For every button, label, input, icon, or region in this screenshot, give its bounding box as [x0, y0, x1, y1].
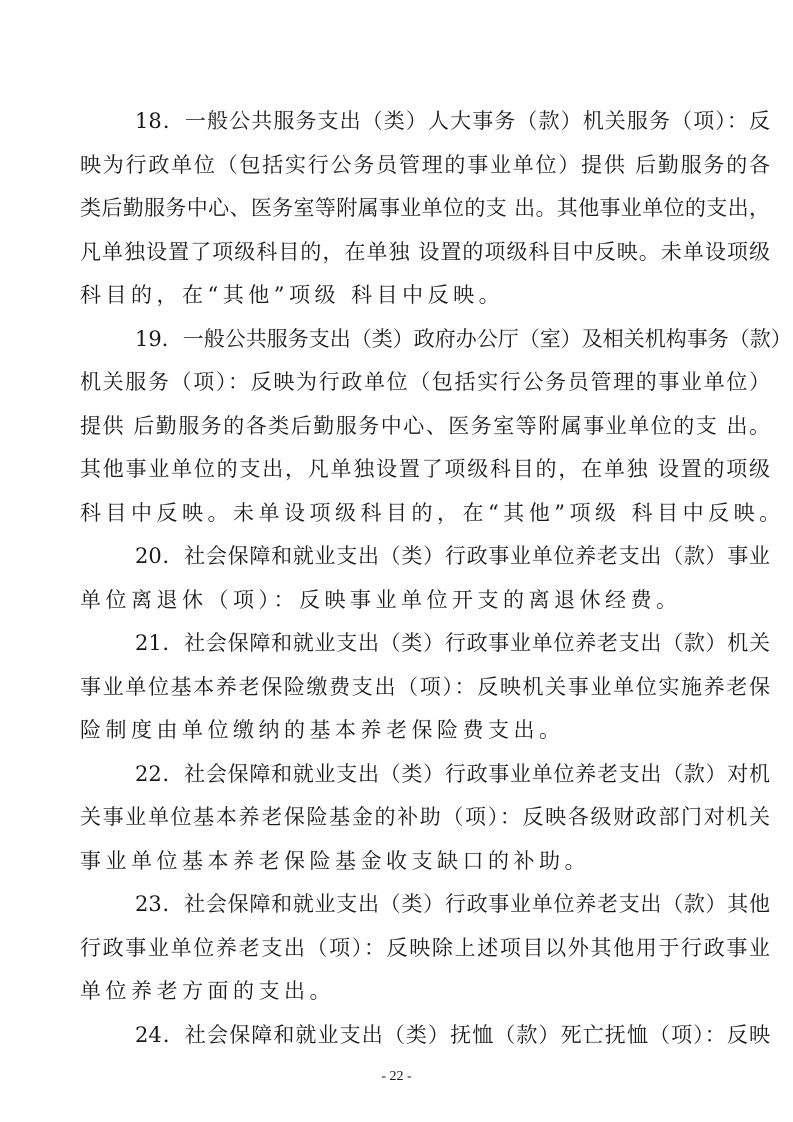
paragraph: [80, 753, 770, 884]
text-line: 24．社会保障和就业支出（类）抚恤（款）死亡抚恤（项）：反映: [135, 1022, 770, 1047]
text-line: 类后勤服务中心、医务室等附属事业单位的支 出。其他事业单位的支出，: [80, 196, 770, 220]
paragraph: [80, 100, 770, 318]
text-line: 19．一般公共服务支出（类）政府办公厅（室）及相关机构事务（款）: [135, 326, 792, 351]
text-line: 23．社会保障和就业支出（类）行政事业单位养老支出（款）其他: [135, 892, 770, 916]
text-line: 单位离退休（项）：反映事业单位开支的离退休经费。: [80, 587, 682, 612]
text-line: 其他事业单位的支出，凡单独设置了项级科目的，在单独 设置的项级: [80, 457, 770, 481]
text-line: 事业单位基本养老保险基金收支缺口的补助。: [80, 848, 590, 873]
text-line: 凡单独设置了项级科目的，在单独 设置的项级科目中反映。未单设项级: [80, 239, 770, 264]
page-number: - 22 -: [381, 1069, 412, 1084]
text-line: 单位养老方面的支出。: [80, 979, 335, 1003]
paragraph: [80, 883, 770, 1014]
text-line: 关事业单位基本养老保险基金的补助（项）：反映各级财政部门对机关: [80, 805, 770, 829]
text-line: 提供 后勤服务的各类后勤服务中心、医务室等附属事业单位的支 出。: [80, 413, 770, 438]
paragraph: [80, 318, 792, 536]
paragraph: [80, 622, 770, 753]
text-line: 22．社会保障和就业支出（类）行政事业单位养老支出（款）对机: [135, 761, 770, 786]
document-body: [80, 100, 792, 1057]
text-line: 行政事业单位养老支出（项）：反映除上述项目以外其他用于行政事业: [80, 935, 770, 960]
text-line: 险制度由单位缴纳的基本养老保险费支出。: [80, 718, 565, 742]
text-line: 18．一般公共服务支出（类）人大事务（款）机关服务（项）：反: [135, 109, 770, 133]
text-line: 20．社会保障和就业支出（类）行政事业单位养老支出（款）事业: [135, 544, 770, 568]
text-line: 科目的，在“其他”项级 科目中反映。: [80, 283, 505, 307]
paragraph: [80, 535, 770, 622]
text-line: 机关服务（项）：反映为行政单位（包括实行公务员管理的事业单位）: [80, 370, 770, 394]
text-line: 事业单位基本养老保险缴费支出（项）：反映机关事业单位实施养老保: [80, 674, 770, 699]
text-line: 映为行政单位（包括实行公务员管理的事业单位）提供 后勤服务的各: [80, 152, 770, 177]
text-line: 科目中反映。未单设项级科目的，在“其他”项级 科目中反映。: [80, 500, 785, 525]
text-line: 21．社会保障和就业支出（类）行政事业单位养老支出（款）机关: [135, 631, 770, 655]
paragraph: [80, 1014, 770, 1058]
